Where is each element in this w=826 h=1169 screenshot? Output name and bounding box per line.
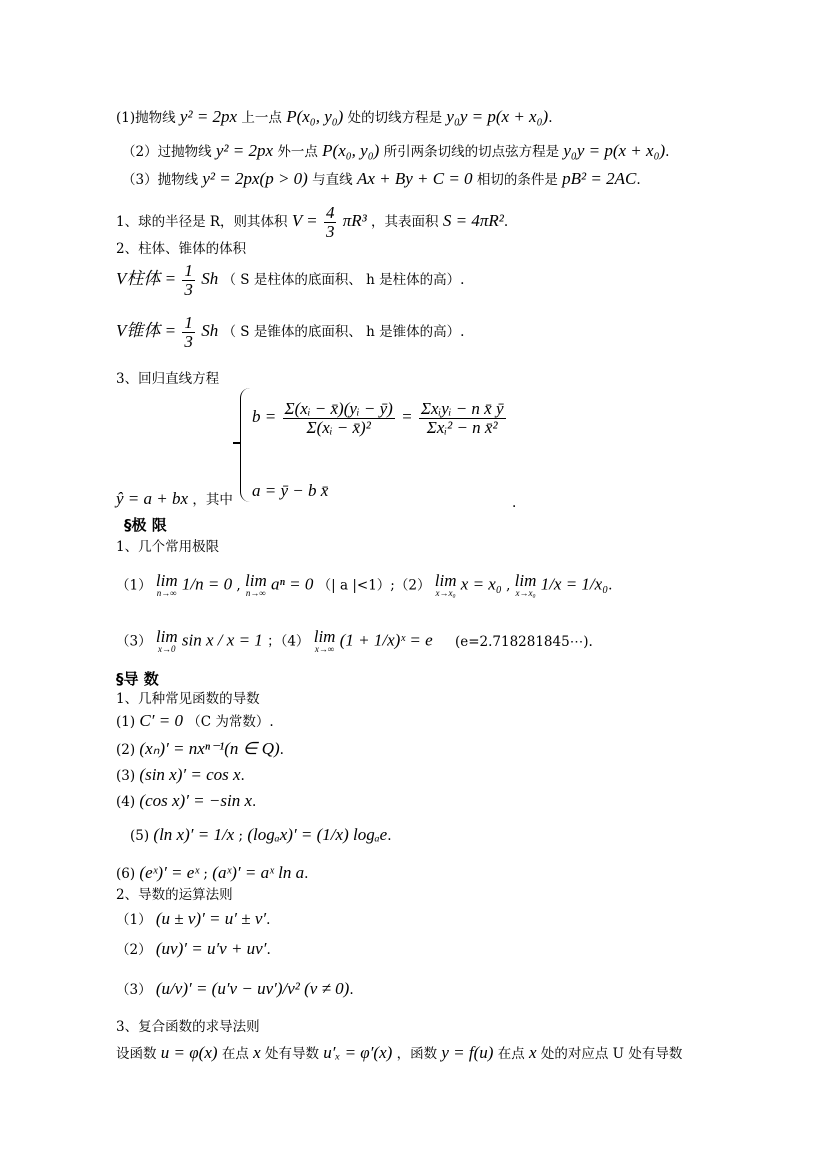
formula: y² = 2px — [215, 141, 274, 160]
formula: (eˣ)′ = eˣ — [139, 863, 200, 882]
deriv-6: (6) (eˣ)′ = eˣ ; (aˣ)′ = aˣ ln a. — [116, 863, 309, 882]
rule-1: （1） (u ± v)′ = u′ ± v′. — [116, 909, 271, 928]
formula: (1 + 1/x)ˣ = e — [339, 630, 433, 650]
section-title: 2、柱体、锥体的体积 — [116, 241, 247, 257]
formula: P(x₀, y₀) — [286, 107, 344, 126]
formula: 1/n = 0 — [181, 574, 233, 594]
denominator: 3 — [184, 280, 193, 299]
limit: lim x→∞ — [313, 627, 336, 654]
column-volume — [116, 262, 464, 299]
rule-2: （2） (uv)′ = u′v + uv′. — [116, 939, 271, 958]
sphere-line: 1、球的半径是 R，则其体积 V = $\frac{4}{3}$ πR³ ，其表面积 S = 4πR². — [116, 203, 509, 241]
formula: V = — [291, 211, 318, 230]
text: （ S 是锥体的底面积、 h 是锥体的高）. — [222, 324, 465, 340]
formula: Ax + By + C = 0 — [356, 169, 473, 188]
text: 设函数 — [116, 1046, 157, 1062]
numerator: Σxᵢyᵢ − n x̄ ȳ — [420, 399, 504, 418]
text: 处的对应点 U 处有导数 — [540, 1046, 683, 1062]
limit-sub: x→x₀ — [435, 588, 456, 598]
text: (4) — [116, 794, 136, 810]
formula: ŷ = a + bx — [116, 489, 189, 508]
section-title: 1、几种常见函数的导数 — [116, 691, 260, 707]
formula: P(x₀, y₀) — [322, 141, 380, 160]
numerator: 1 — [184, 313, 193, 332]
formula: y = f(u) — [441, 1043, 494, 1062]
text: （2） — [116, 942, 152, 958]
limit: lim x→x₀ — [514, 571, 537, 598]
formula: a = ȳ − b x̄ — [252, 481, 329, 500]
composite-rule — [116, 1044, 682, 1063]
formula: V柱体 = — [116, 269, 177, 288]
text: （1） — [116, 912, 152, 928]
formula: (cos x)′ = −sin x — [139, 791, 252, 810]
formula: y² = 2px(p > 0) — [202, 169, 308, 188]
text: （C 为常数）. — [187, 714, 274, 730]
numerator: 1 — [184, 261, 193, 280]
limit-sub: n→∞ — [156, 588, 177, 598]
section-heading: §极 限 — [124, 516, 167, 534]
limit-sub: x→x₀ — [515, 588, 536, 598]
text: 上一点 — [241, 110, 282, 126]
formula: (u/v)′ = (u′v − uv′)/v² (v ≠ 0) — [155, 979, 350, 998]
formula: (xₙ)′ = nxⁿ⁻¹(n ∈ Q) — [139, 739, 280, 758]
deriv-2: (2) (xₙ)′ = nxⁿ⁻¹(n ∈ Q). — [116, 739, 284, 758]
limit: lim x→0 — [155, 627, 178, 654]
formula: y₀y = p(x + x₀) — [563, 141, 666, 160]
a-formula — [252, 482, 328, 501]
limit-sub: x→0 — [158, 644, 176, 654]
formula: (sin x)′ = cos x — [139, 765, 241, 784]
text: （| a |<1）;（2） — [317, 577, 431, 594]
fraction — [324, 204, 337, 241]
rule-3: （3） (u/v)′ = (u′v − uv′)/v² (v ≠ 0). — [116, 979, 354, 998]
formula: u = φ(x) — [160, 1043, 218, 1062]
text: 与直线 — [312, 172, 353, 188]
formula: 1/x = 1/x₀ — [540, 574, 609, 594]
limits-line-1: （1） lim n→∞ 1/n = 0 , lim n→∞ aⁿ = 0 （| a |<1）;（2） lim x→x₀ x = x₀ , lim x→x₀ 1/x = 1/x₀. — [116, 571, 613, 598]
numerator: 4 — [325, 203, 335, 222]
limit-sub: x→∞ — [314, 644, 335, 654]
formula: pB² = 2AC — [562, 169, 637, 188]
formula: x — [529, 1043, 537, 1062]
text: 外一点 — [277, 144, 318, 160]
text: ，函数 — [396, 1046, 438, 1062]
formula: Sh — [201, 269, 219, 288]
text: （1） — [116, 577, 152, 594]
section-heading: §导 数 — [116, 670, 159, 688]
text: （3） — [116, 633, 152, 650]
text: （3） — [116, 982, 152, 998]
formula: V锥体 = — [116, 321, 177, 340]
section-title: 3、回归直线方程 — [116, 371, 220, 387]
limits-line-2 — [116, 627, 593, 654]
formula: sin x / x = 1 — [181, 630, 263, 650]
text: 1、球的半径是 R，则其体积 — [116, 214, 288, 230]
text: 所引两条切线的切点弦方程是 — [383, 144, 560, 160]
text: (1)抛物线 — [116, 110, 176, 126]
formula: (ln x)′ = 1/x — [153, 825, 235, 844]
text: （2）过抛物线 — [122, 144, 212, 160]
denominator: Σxᵢ² − n x̄² — [419, 418, 506, 437]
text: 处的切线方程是 — [347, 110, 443, 126]
parabola-line-2: （2）过抛物线 y² = 2px 外一点 P(x₀, y₀) 所引两条切线的切点弦方程是 y₀y = p(x + x₀). — [122, 141, 670, 160]
denominator: Σ(xᵢ − x̄)² — [283, 418, 395, 437]
formula: πR³ — [342, 211, 367, 230]
text: ，其表面积 — [371, 214, 439, 230]
formula: u′ₓ = φ′(x) — [323, 1043, 393, 1062]
formula: Sh — [201, 321, 219, 340]
text: (1) — [116, 714, 136, 730]
text: (6) — [116, 866, 136, 882]
text: 在点 — [221, 1046, 249, 1062]
denominator: 3 — [325, 222, 335, 241]
text: (e=2.718281845⋯). — [454, 633, 593, 650]
formula: aⁿ = 0 — [271, 574, 314, 594]
text: (3) — [116, 768, 136, 784]
section-title: 2、导数的运算法则 — [116, 887, 233, 903]
text: ，其中 — [192, 492, 233, 508]
text: 相切的条件是 — [476, 172, 558, 188]
deriv-3: (3) (sin x)′ = cos x. — [116, 765, 245, 784]
formula: (aˣ)′ = aˣ ln a — [212, 863, 305, 882]
deriv-1 — [116, 712, 274, 731]
deriv-5: (5) (ln x)′ = 1/x ; (logₐx)′ = (1/x) logₐe. — [130, 825, 392, 844]
formula: x = x₀ — [460, 574, 502, 594]
formula: S = 4πR² — [442, 211, 504, 230]
limit: lim x→x₀ — [434, 571, 457, 598]
fraction — [182, 262, 195, 299]
formula: C′ = 0 — [139, 711, 183, 730]
b-formula: b = $\frac{\text{Σ(xᵢ − x̄)(yᵢ − ȳ)}}{\text{Σ(xᵢ − x̄)²}}$ = $\frac{\text{Σxᵢyᵢ − n x̄ ȳ}}{\text{Σxᵢ² − n x̄²}}$ — [252, 399, 504, 437]
text: (5) — [130, 828, 150, 844]
parabola-line-3: （3）抛物线 y² = 2px(p > 0) 与直线 Ax + By + C = 0 相切的条件是 pB² = 2AC. — [122, 169, 641, 188]
limit-sub: n→∞ — [245, 588, 266, 598]
text: 处有导数 — [264, 1046, 319, 1062]
formula: y² = 2px — [179, 107, 238, 126]
formula: x — [253, 1043, 261, 1062]
text: 在点 — [497, 1046, 525, 1062]
text: （3）抛物线 — [122, 172, 199, 188]
limit: lim n→∞ — [245, 571, 267, 598]
deriv-4: (4) (cos x)′ = −sin x. — [116, 791, 257, 810]
formula: y₀y = p(x + x₀) — [446, 107, 549, 126]
formula: (uv)′ = u′v + uv′ — [155, 939, 267, 958]
yhat-line — [116, 490, 233, 509]
denominator: 3 — [184, 332, 193, 351]
fraction — [182, 314, 195, 351]
text: （ S 是柱体的底面积、 h 是柱体的高）. — [222, 272, 465, 288]
section-title: 1、几个常用极限 — [116, 539, 220, 555]
section-title: 3、复合函数的求导法则 — [116, 1019, 260, 1035]
text: ；（4） — [267, 633, 310, 650]
numerator: Σ(xᵢ − x̄)(yᵢ − ȳ) — [284, 399, 393, 418]
limit: lim n→∞ — [155, 571, 178, 598]
parabola-line-1: (1)抛物线 y² = 2px 上一点 P(x₀, y₀) 处的切线方程是 y₀y = p(x + x₀). — [116, 107, 553, 126]
formula: b = — [252, 407, 277, 426]
formula: (logₐx)′ = (1/x) logₐe — [247, 825, 388, 844]
fraction — [283, 400, 395, 437]
formula: (u ± v)′ = u′ ± v′ — [155, 909, 267, 928]
cone-volume — [116, 314, 464, 351]
fraction — [419, 400, 506, 437]
text: (2) — [116, 742, 136, 758]
period: . — [512, 495, 517, 511]
